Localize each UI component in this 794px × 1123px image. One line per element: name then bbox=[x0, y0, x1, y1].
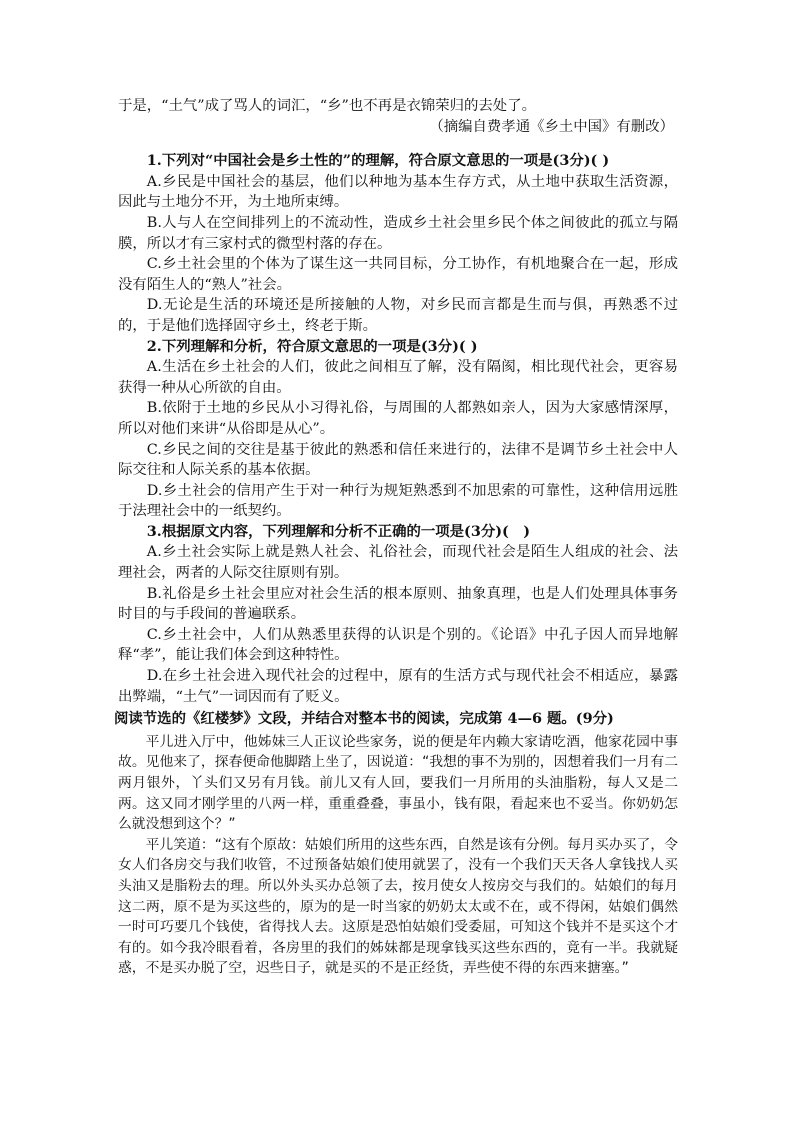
document-page bbox=[114, 96, 678, 979]
intro-line: 于是，“土气”成了骂人的词汇，“乡”也不再是衣锦荣归的去处了。 bbox=[118, 98, 536, 114]
option-c: C.乡土社会中，人们从熟悉里获得的认识是个别的。《论语》中孔子因人而异地解释“孝”，能让我们体会到这种特性。 bbox=[118, 626, 678, 664]
option-d: D.在乡土社会进入现代社会的过程中，原有的生活方式与现代社会不相适应，暴露出弊端，“土气”一词因而有了贬义。 bbox=[118, 668, 678, 705]
source-note: （摘编自费孝通《乡土中国》有删改） bbox=[429, 118, 674, 135]
option-c: C.乡土社会里的个体为了谋生这一共同目标，分工协作，有机地聚合在一起，形成没有陌生人的“熟人”社会。 bbox=[118, 256, 678, 293]
option-c: C.乡民之间的交往是基于彼此的熟悉和信任来进行的，法律不是调节乡土社会中人际交往和人际关系的基本依据。 bbox=[118, 441, 678, 479]
option-b: B.人与人在空间排列上的不流动性，造成乡土社会里乡民个体之间彼此的孤立与隔膜，所以才有三家村式的微型村落的存在。 bbox=[118, 214, 678, 252]
question-1 bbox=[118, 151, 678, 336]
option-d: D.乡土社会的信用产生于对一种行为规矩熟悉到不加思索的可靠性，这种信用远胜于法理社会中的一纸契约。 bbox=[118, 482, 678, 520]
option-d: D.无论是生活的环境还是所接触的人物，对乡民而言都是生而与俱，再熟悉不过的，于是他们选择固守乡土，终老于斯。 bbox=[118, 297, 678, 334]
option-a: A.乡土社会实际上就是熟人社会、礼俗社会，而现代社会是陌生人组成的社会、法理社会，两者的人际交往原则有别。 bbox=[118, 544, 678, 582]
question-3 bbox=[118, 522, 678, 707]
passage-paragraph: 平儿进入厅中，他姊妹三人正议论些家务，说的便是年内赖大家请吃酒，他家花园中事故。见他来了，探春便命他脚踏上坐了，因说道：“我想的事不为别的，因想着我们一月有二两月银外，丫头们又另有月钱。前儿又有人回，要我们一月所用的头油脂粉，每人又是二两。这又同才刚学里的八两一样，重重叠叠，事虽小，钱有限，看起来也不妥当。你奶奶怎么就没想到这个？” bbox=[118, 733, 678, 833]
passage-paragraph: 平儿笑道：“这有个原故：姑娘们所用的这些东西，自然是该有分例。每月买办买了，令女人们各房交与我们收管，不过预备姑娘们使用就罢了，没有一个我们天天各人拿钱找人买头油又是脂粉去的理。所以外头买办总领了去，按月使女人按房交与我们的。姑娘们的每月这二两，原不是为买这些的，原为的是一时当家的奶奶太太或不在，或不得闲，姑娘们偶然一时可巧要几个钱使，省得找人去。这原是恐怕姑娘们受委屈，可知这个钱并不是买这个才有的。如今我冷眼看着，各房里的我们的姊妹都是现拿钱买这些东西的，竟有一半。我就疑惑，不是买办脱了空，迟些日子，就是买的不是正经货，弄些使不得的东西来搪塞。” bbox=[118, 836, 678, 977]
spacer bbox=[118, 137, 678, 151]
option-b: B.礼俗是乡土社会里应对社会生活的根本原则、抽象真理，也是人们处理具体事务时目的与手段间的普遍联系。 bbox=[118, 585, 678, 623]
question-2 bbox=[118, 337, 678, 522]
section-heading: 阅读节选的《红楼梦》文段，并结合对整本书的阅读，完成第 4—6 题。(9分) bbox=[114, 710, 614, 728]
option-a: A.生活在乡土社会的人们，彼此之间相互了解，没有隔阂，相比现代社会，更容易获得一种从心所欲的自由。 bbox=[118, 359, 678, 396]
question-title: 2.下列理解和分析，符合原文意思的一项是(3分)( ) bbox=[146, 337, 478, 355]
option-b: B.依附于土地的乡民从小习得礼俗，与周围的人都熟如亲人，因为大家感情深厚，所以对他们来讲“从俗即是从心”。 bbox=[118, 400, 678, 437]
reading-passage bbox=[118, 732, 678, 979]
option-a: A.乡民是中国社会的基层，他们以种地为基本生存方式，从土地中获取生活资源，因此与土地分不开，为土地所束缚。 bbox=[118, 173, 678, 211]
question-title: 1.下列对“中国社会是乡土性的”的理解，符合原文意思的一项是(3分)( ) bbox=[146, 152, 610, 170]
question-title: 3.根据原文内容，下列理解和分析不正确的一项是(3分)( ) bbox=[146, 522, 531, 540]
